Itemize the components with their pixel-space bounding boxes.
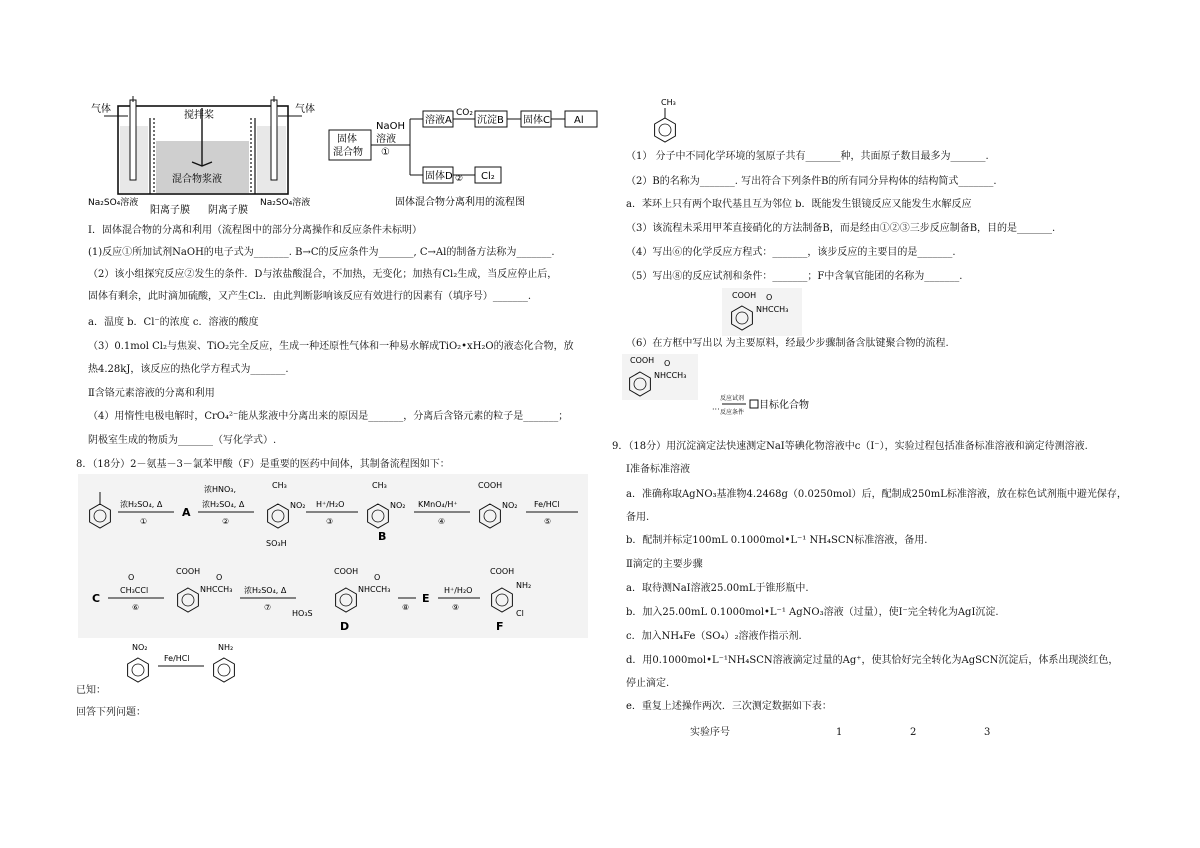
sm-nhc: NHCCH₃ xyxy=(756,305,789,314)
flow-step1: ① xyxy=(381,147,390,158)
p9-a-line1: a．准确称取AgNO₃基准物4.2468g（0.0250mol）后，配制成250mL标准溶液，放在棕色试剂瓶中避光保存， xyxy=(626,489,1127,500)
step-1: ① xyxy=(140,517,148,526)
q3-text-line1: （3）0.1mol Cl₂与焦炭、TiO₂完全反应，生成一种还原性气体和一种易水解成TiO₂•xH₂O的液态化合物，放 xyxy=(88,341,574,352)
known-label: 已知： xyxy=(76,685,106,696)
flow-solid-d: 固体D xyxy=(425,171,453,182)
p9-section-1: Ⅰ准备标准溶液 xyxy=(626,464,690,475)
p9-step-a: a．取待测NaI溶液25.00mL于锥形瓶中. xyxy=(626,583,809,594)
nhc-label-2: NHCCH₃ xyxy=(358,585,391,594)
ch3-label-2: CH₃ xyxy=(372,481,387,490)
cooh-label-3: COOH xyxy=(334,567,359,576)
p9-step-e: e．重复上述操作两次．三次测定数据如下表： xyxy=(626,701,832,712)
p9-a-line2: 备用. xyxy=(626,512,650,523)
p9-step-d-line1: d．用0.1000mol•L⁻¹NH₄SCN溶液滴定过量的Ag⁺，使其恰好完全转化为AgSCN沉淀后，体系出现淡红色， xyxy=(626,655,1119,666)
nh2-label-1: NH₂ xyxy=(516,581,532,590)
reagent-6: CH₃CCl xyxy=(120,586,149,595)
box-cooh: COOH xyxy=(630,356,655,365)
p9-step-b: b．加入25.00mL 0.1000mol•L⁻¹ AgNO₃溶液（过量），使I⁻完全转化为AgI沉淀. xyxy=(626,607,999,618)
solution-right-label: Na₂SO₄溶液 xyxy=(260,198,311,208)
box-condition: 反应条件 xyxy=(720,409,745,416)
reagent-2b: 浓H₂SO₄, Δ xyxy=(202,500,245,509)
step-8: ⑧ xyxy=(402,603,410,612)
cooh-label-4: COOH xyxy=(490,567,515,576)
q5-right: （5）写出⑧的反应试剂和条件：_______；F中含氧官能团的名称为_______. xyxy=(626,271,963,282)
q2-conditions: a．苯环上只有两个取代基且互为邻位 b．既能发生银镜反应又能发生水解反应 xyxy=(626,199,972,210)
ho3s-label: HO₃S xyxy=(292,609,313,618)
q4-text-line1: （4）用惰性电极电解时，CrO₄²⁻能从浆液中分离出来的原因是_______，分离后含铬元素的粒子是_______； xyxy=(88,411,569,422)
separation-flow-chart xyxy=(325,100,615,210)
q6-right: （6）在方框中写出以 为主要原料，经最少步骤制备含肽键聚合物的流程. xyxy=(626,338,949,349)
flow-step2: ② xyxy=(455,174,464,184)
toluene-structure xyxy=(645,96,685,146)
ch3-label-1: CH₃ xyxy=(272,481,287,490)
answer-box-structure xyxy=(622,354,822,420)
reagent-9: H⁺/H₂O xyxy=(444,586,473,595)
solution-left-label: Na₂SO₄溶液 xyxy=(88,198,139,208)
gas-right-label: 气体 xyxy=(295,104,315,115)
section-1-title: Ⅰ．固体混合物的分离和利用（流程图中的部分分离操作和反应条件未标明） xyxy=(88,225,422,236)
q4-text-line2: 阴极室生成的物质为_______（写化学式）. xyxy=(88,435,277,446)
q4-right: （4）写出⑥的化学反应方程式：_______，该步反应的主要目的是_______. xyxy=(626,247,956,258)
cooh-label-2: COOH xyxy=(176,567,201,576)
flow-precipitate-b: 沉淀B xyxy=(477,115,504,126)
step-2: ② xyxy=(222,517,230,526)
stirrer-label: 搅拌桨 xyxy=(184,110,214,121)
cooh-label-1: COOH xyxy=(478,481,503,490)
flow-solid-c: 固体C xyxy=(523,115,550,126)
p9-step-d-line2: 停止滴定. xyxy=(626,678,670,689)
sm-o: O xyxy=(766,293,773,302)
step-9: ⑨ xyxy=(452,603,460,612)
problem-9-title: 9．（18分）用沉淀滴定法快速测定NaI等碘化物溶液中c（I⁻），实验过程包括准备标准溶液和滴定待测溶液. xyxy=(612,441,1088,452)
known-nh2-label: NH₂ xyxy=(218,643,234,652)
flow-naoh-2: 溶液 xyxy=(376,134,396,145)
table-header-1: 1 xyxy=(836,727,843,738)
box-dots: ··· xyxy=(712,405,720,414)
so3h-label: SO₃H xyxy=(266,539,287,548)
compound-c: C xyxy=(92,592,101,605)
flow-cl2: Cl₂ xyxy=(481,171,495,182)
gas-left-label: 气体 xyxy=(91,104,111,115)
step-3: ③ xyxy=(326,517,334,526)
flow-mixture-2: 混合物 xyxy=(333,147,363,158)
anion-membrane-label: 阴离子膜 xyxy=(208,205,248,216)
section-2-title: Ⅱ含铬元素溶液的分离和利用 xyxy=(88,388,215,399)
p9-step-c: c．加入NH₄Fe（SO₄）₂溶液作指示剂. xyxy=(626,631,802,642)
table-header-2: 2 xyxy=(910,727,917,738)
table-header-3: 3 xyxy=(984,727,991,738)
box-target: 目标化合物 xyxy=(759,400,809,411)
starting-material-structure xyxy=(722,288,802,336)
problem-8-title: 8．（18分）2－氨基－3－氯苯甲酸（F）是重要的医药中间体，其制备流程图如下： xyxy=(76,459,450,470)
step-4: ④ xyxy=(438,517,446,526)
table-header-label: 实验序号 xyxy=(690,727,730,738)
step-5: ⑤ xyxy=(544,517,552,526)
toluene-ch3: CH₃ xyxy=(661,98,676,107)
reagent-3: H⁺/H₂O xyxy=(316,500,345,509)
o-label-3: O xyxy=(374,573,381,582)
step-7: ⑦ xyxy=(264,603,272,612)
known-no2-label: NO₂ xyxy=(132,643,148,652)
compound-a: A xyxy=(182,506,191,519)
q1-right: （1） 分子中不同化学环境的氢原子共有_______种，共面原子数目最多为_______. xyxy=(626,151,989,162)
synthesis-route-figure xyxy=(78,474,588,638)
box-nhc: NHCCH₃ xyxy=(654,371,687,380)
answer-prompt: 回答下列问题： xyxy=(76,707,146,718)
step-6: ⑥ xyxy=(132,603,140,612)
flow-mixture-1: 固体 xyxy=(337,134,357,145)
reagent-4: KMnO₄/H⁺ xyxy=(418,500,458,509)
cl-label: Cl xyxy=(516,609,524,618)
reagent-5: Fe/HCl xyxy=(534,500,560,509)
compound-d: D xyxy=(340,620,350,633)
flow-co2: CO₂ xyxy=(456,108,473,118)
no2-label-2: NO₂ xyxy=(390,501,406,510)
sm-cooh: COOH xyxy=(732,291,757,300)
o-label-2: O xyxy=(216,573,223,582)
q2-right: （2）B的名称为_______. 写出符合下列条件B的所有同分异构体的结构简式_______. xyxy=(626,176,997,187)
box-reagent: 反应试剂 xyxy=(720,395,745,402)
slurry-label: 混合物浆液 xyxy=(172,174,222,185)
q3-right: （3）该流程未采用甲苯直接硝化的方法制备B，而是经由①②③三步反应制备B，目的是_______. xyxy=(626,223,1056,234)
q1-text: (1)反应①所加试剂NaOH的电子式为_______. B→C的反应条件为_______, C→Al的制备方法称为_______. xyxy=(88,247,555,258)
flow-caption: 固体混合物分离利用的流程图 xyxy=(395,197,525,208)
p9-section-2: Ⅱ滴定的主要步骤 xyxy=(626,559,703,570)
box-o: O xyxy=(664,359,671,368)
q2-text-line1: （2）该小组探究反应②发生的条件．D与浓盐酸混合，不加热，无变化；加热有Cl₂生成，当反应停止后， xyxy=(88,269,558,280)
known-reaction-figure xyxy=(120,640,250,690)
electrolysis-cell-figure xyxy=(88,96,318,216)
cation-membrane-label: 阳离子膜 xyxy=(150,205,190,216)
compound-e: E xyxy=(422,592,430,605)
q2-text-line2: 固体有剩余，此时滴加硫酸，又产生Cl₂．由此判断影响该反应有效进行的因素有（填序号）_______. xyxy=(88,291,532,302)
q3-text-line2: 热4.28kJ，该反应的热化学方程式为_______. xyxy=(88,364,289,375)
compound-f: F xyxy=(496,620,504,633)
reagent-2a: 浓HNO₃, xyxy=(204,485,237,494)
flow-naoh-1: NaOH xyxy=(376,121,405,132)
flow-al: Al xyxy=(574,115,584,126)
reagent-1: 浓H₂SO₄, Δ xyxy=(120,500,163,509)
reagent-7: 浓H₂SO₄, Δ xyxy=(244,586,287,595)
p9-b: b．配制并标定100mL 0.1000mol•L⁻¹ NH₄SCN标准溶液，备用. xyxy=(626,535,928,546)
no2-label-3: NO₂ xyxy=(502,501,518,510)
no2-label-1: NO₂ xyxy=(290,501,306,510)
known-reagent: Fe/HCl xyxy=(164,654,190,663)
compound-b: B xyxy=(378,530,387,543)
q2-options: a．温度 b．Cl⁻的浓度 c．溶液的酸度 xyxy=(88,317,259,328)
flow-solution-a: 溶液A xyxy=(425,115,452,126)
o-label-1: O xyxy=(128,573,135,582)
nhc-label-1: NHCCH₃ xyxy=(200,585,233,594)
